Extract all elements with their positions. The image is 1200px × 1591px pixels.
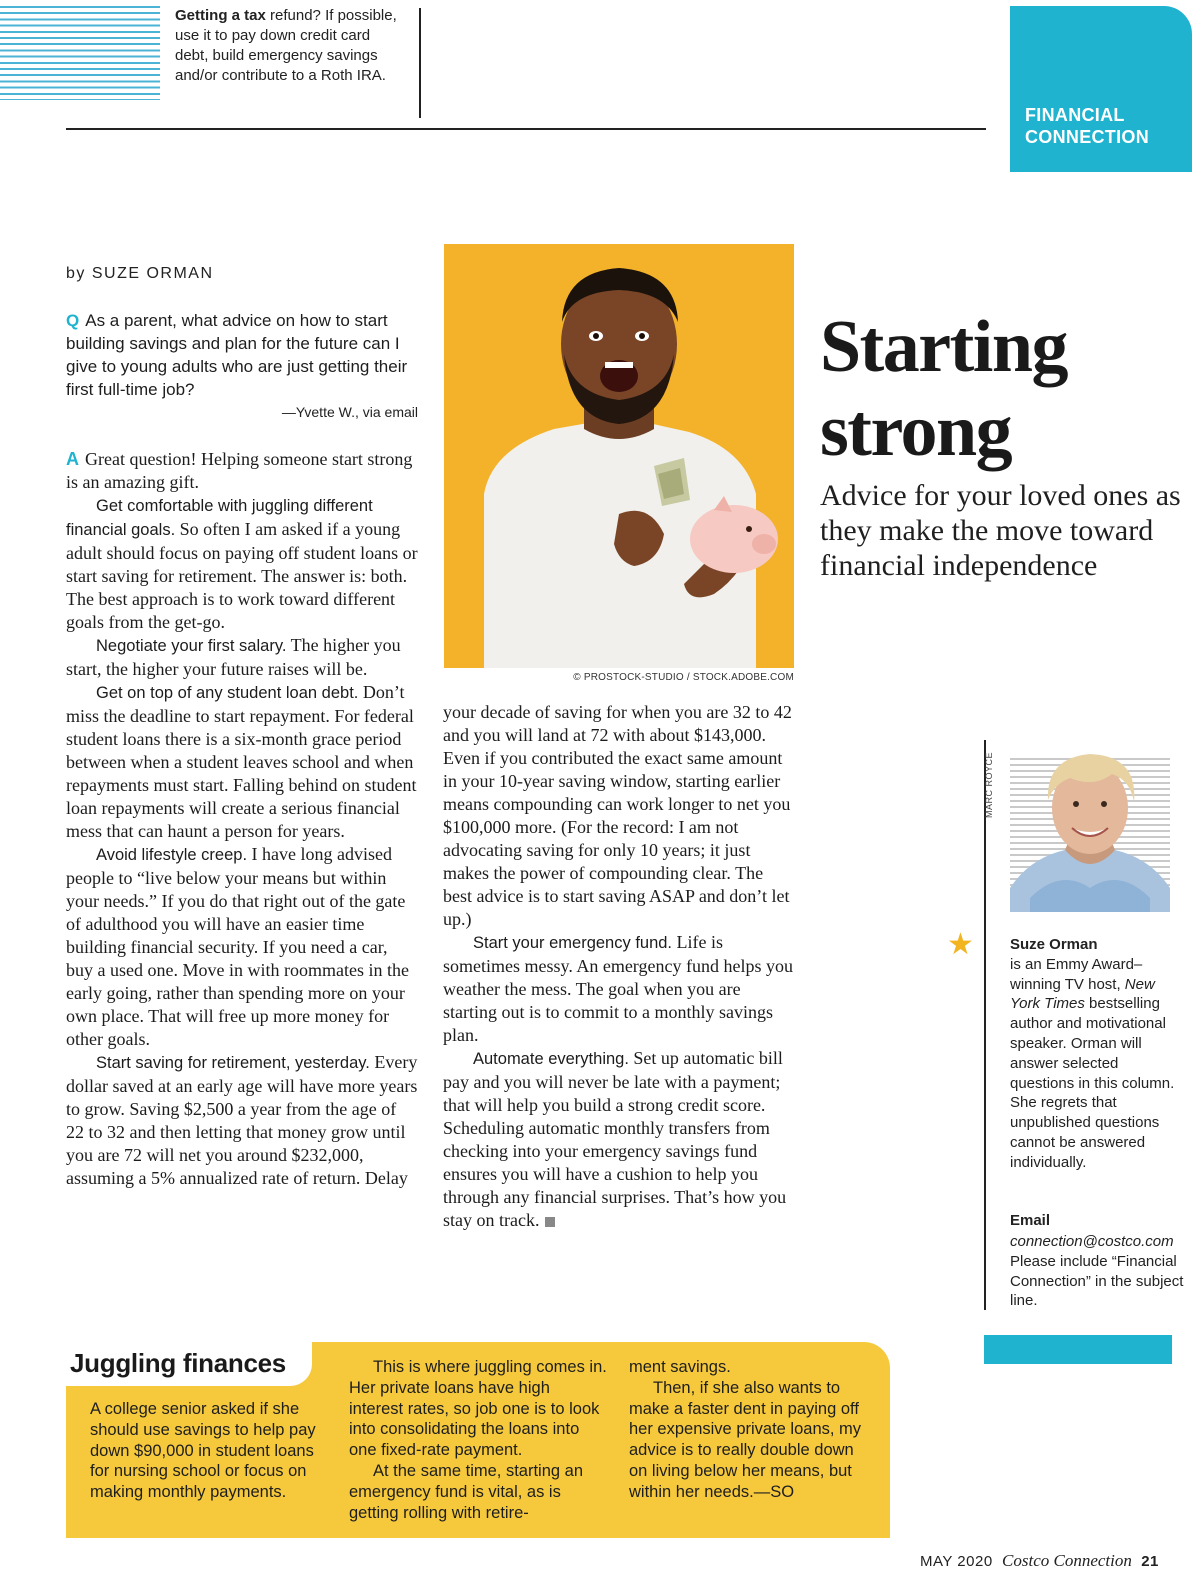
footer-magazine: Costco Connection (1002, 1551, 1132, 1570)
subhead-retirement: Start saving for retirement, yesterday. (96, 1054, 370, 1072)
author-bio (1010, 935, 1185, 1173)
footer-date: MAY 2020 (920, 1553, 993, 1570)
question-text: As a parent, what advice on how to start building savings and plan for the future can I give to young adults who are just getting their first full-time job? (66, 311, 408, 399)
answer-paragraph: The higher you start, the higher your future raises will be. (66, 635, 401, 679)
article-headline (820, 305, 1190, 473)
answer-paragraph: Great question! Helping someone start strong is an amazing gift. (66, 449, 413, 492)
bio-text: is an Emmy Award–winning TV host, (1010, 955, 1143, 993)
bio-publication: New York Times (1010, 975, 1155, 1013)
answer-paragraph: Life is sometimes messy. An emergency fund helps you weather the mess. The goal when you are starting out is to commit to a monthly savings plan. (443, 932, 793, 1045)
hero-photo (444, 244, 794, 668)
email-note: Please include “Financial Connection” in the subject line. (1010, 1252, 1184, 1310)
author-divider (984, 740, 986, 1310)
badge-line-1: FINANCIAL (1025, 105, 1125, 125)
subhead-salary: Negotiate your first salary. (96, 637, 287, 655)
decorative-stripes (0, 6, 160, 100)
author-name: Suze Orman (1010, 936, 1098, 953)
bio-text: bestselling author and motivational speaker. Orman will answer selected questions in this column. She regrets that unpublished questions cannot be answered individually. (1010, 995, 1175, 1171)
sidebar-paragraph: A college senior asked if she should use savings to help pay down $90,000 in student loans for nursing school or focus on making monthly payments. (90, 1400, 316, 1502)
reader-question (66, 309, 426, 401)
answer-mark-label: A (66, 449, 79, 469)
subhead-emergency-fund: Start your emergency fund. (473, 934, 673, 952)
sidebar-paragraph: This is where juggling comes in. Her private loans have high interest rates, so job one is to look into consolidating the loans into one fixed-rate payment. (349, 1358, 607, 1460)
star-icon: ★ (947, 928, 974, 961)
answer-paragraph: Every dollar saved at an early age will have more years to grow. Saving $2,500 a year from the age of 22 to 32 and then letting that money grow until you are 72 will net you around $232,000, assuming a 5% annualized rate of return. Delay (66, 1052, 418, 1188)
question-attribution: —Yvette W., via email (281, 404, 418, 420)
answer-column-2 (443, 701, 795, 1232)
end-mark-icon (545, 1217, 555, 1227)
tip-lead: Getting a tax (175, 7, 266, 24)
question-mark-label: Q (66, 311, 80, 330)
answer-paragraph: your decade of saving for when you are 32 to 42 and you will land at 72 with about $143,000. Even if you contributed the exact same amount in your 10-year saving window, starting earlier means compounding can work longer to net you $100,000 more. (For the record: I am not advocating saving for only 10 years; it just makes the power of compounding clear. The best advice is to start saving ASAP and don’t let up.) (443, 702, 792, 929)
email-address-link[interactable]: connection@costco.com (1010, 1233, 1174, 1250)
answer-paragraph: Set up automatic bill pay and you will never be late with a payment; that will help you build a strong credit score. Scheduling automatic monthly transfers from checking into your emergency savings fund ensures you will have a cushion to help you through any financial surprises. That’s how you stay on track. (443, 1048, 787, 1230)
photo-credit: © PROSTOCK-STUDIO / STOCK.ADOBE.COM (573, 672, 794, 683)
email-label: Email (1010, 1212, 1051, 1229)
sidebar-paragraph: Then, if she also wants to make a faster dent in paying off her expensive private loans, my advice is to really double down on living below her means, but within her needs.—SO (629, 1378, 862, 1501)
email-info (1010, 1232, 1185, 1311)
divider-horizontal (66, 128, 986, 130)
author-photo (1010, 738, 1170, 912)
badge-line-2: CONNECTION (1025, 127, 1149, 147)
answer-paragraph: So often I am asked if a young adult should focus on paying off student loans or start saving for retirement. The answer is: both. The best approach is to work toward different goals from the get-go. (66, 519, 418, 632)
sidebar-paragraph: At the same time, starting an emergency fund is vital, as is getting rolling with retire- (349, 1461, 584, 1522)
page-number: 21 (1141, 1553, 1159, 1570)
sidebar-paragraph: ment savings. (629, 1358, 731, 1376)
headline-line-1: Starting (820, 306, 1067, 388)
teal-accent-bar (984, 1335, 1172, 1364)
sidebar-column-3 (629, 1357, 865, 1503)
answer-paragraph: I have long advised people to “live below your means but within your needs.” If you do that right out of the gate of adulthood you will have an easier time building financial security. If you need a car, buy a used one. Move in with roommates in the early going, rather than spending more on your own place. That will free up more money for other goals. (66, 844, 409, 1049)
subhead-automate: Automate everything. (473, 1050, 629, 1068)
tax-refund-tip (175, 6, 405, 86)
byline: by SUZE ORMAN (66, 265, 214, 282)
sidebar-column-1 (90, 1399, 322, 1503)
sidebar-title: Juggling finances (70, 1348, 286, 1378)
tip-text: refund? If possible, use it to pay down credit card debt, build emergency savings and/or contribute to a Roth IRA. (175, 7, 397, 84)
man-with-piggy-bank-illustration (444, 244, 794, 668)
divider-vertical (419, 8, 421, 118)
page-footer (920, 1551, 1159, 1571)
author-portrait-illustration (1010, 738, 1170, 912)
answer-column-1 (66, 448, 418, 1190)
subhead-student-loans: Get on top of any student loan debt. (96, 684, 359, 702)
subhead-lifestyle: Avoid lifestyle creep. (96, 846, 248, 864)
headline-line-2: strong (820, 390, 1012, 472)
answer-paragraph: Don’t miss the deadline to start repayment. For federal student loans there is a six-month grace period between when a student leaves school and when repayments must start. Falling behind on student loan repayments will create a serious financial mess that can haunt a person for years. (66, 682, 417, 841)
author-photo-credit: MARC ROYCE (984, 752, 994, 819)
sidebar-column-2 (349, 1357, 607, 1523)
subhead-juggling: Get comfortable with juggling different financial goals. (66, 497, 373, 539)
section-badge-label (1025, 104, 1185, 148)
article-deck: Advice for your loved ones as they make the move toward financial independence (820, 479, 1181, 582)
